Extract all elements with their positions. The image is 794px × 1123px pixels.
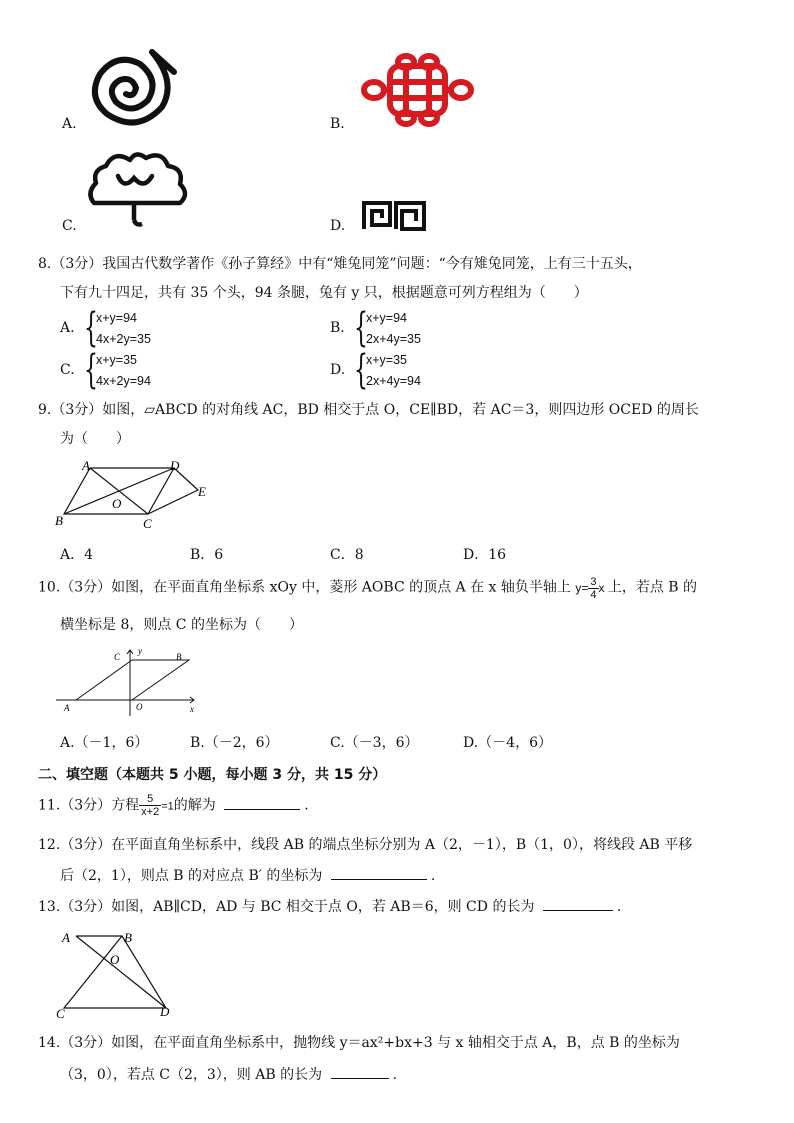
- q9-stem-line1: 9.（3分）如图，▱ABCD 的对角线 AC，BD 相交于点 O，CE∥BD，若 AC＝3，则四边形 OCED 的周长: [38, 402, 699, 418]
- q12-answer-blank[interactable]: [331, 865, 427, 880]
- brace-icon: {: [84, 347, 98, 393]
- q9-option-c[interactable]: C．8: [330, 547, 364, 563]
- q13-answer-blank[interactable]: [543, 896, 613, 911]
- q7-option-b-label[interactable]: B.: [330, 116, 345, 132]
- q8-option-c[interactable]: [60, 347, 300, 394]
- rhombus-coordinate-figure: [56, 644, 201, 719]
- point-label-o: O: [110, 952, 120, 967]
- point-label-b: B: [124, 930, 132, 945]
- q9-stem-line2: 为（ ）: [60, 431, 130, 447]
- q10-stem-pre: 10.（3分）如图，在平面直角坐标系 xOy 中，菱形 AOBC 的顶点 A 在 x 轴负半轴上: [38, 579, 571, 596]
- axis-label-x: x: [190, 704, 194, 714]
- q8-option-b-eq2: 2x+4y=35: [366, 332, 421, 346]
- q10-option-a[interactable]: A.（－1，6）: [60, 735, 149, 751]
- q14-answer-blank[interactable]: [331, 1064, 389, 1079]
- point-label-d: D: [160, 1004, 170, 1019]
- q8-option-c-eq2: 4x+2y=94: [96, 374, 151, 388]
- q8-stem-line2: 下有九十四足，共有 35 个头，94 条腿，兔有 y 只，根据题意可列方程组为（ ）: [60, 285, 588, 301]
- q8-option-d-eq1: x+y=35: [366, 353, 408, 367]
- axis-label-y: y: [138, 646, 142, 656]
- chinese-knot-figure: [360, 52, 475, 127]
- brace-icon: {: [84, 305, 98, 351]
- q9-option-d[interactable]: D．16: [463, 547, 507, 563]
- point-label-b: B: [55, 513, 63, 528]
- q10-option-d[interactable]: D.（－4，6）: [463, 735, 552, 751]
- point-label-o: O: [136, 702, 143, 712]
- q8-option-c-label: C.: [60, 362, 75, 378]
- q10-stem-line1: [38, 576, 697, 601]
- section-heading-fill-in: 二、填空题（本题共 5 小题，每小题 3 分，共 15 分）: [38, 767, 387, 783]
- auspicious-cloud-figure: [84, 148, 194, 228]
- q12-stem-line1: 12.（3分）在平面直角坐标系中，线段 AB 的端点坐标分别为 A（2，－1），B（1，0），将线段 AB 平移: [38, 837, 693, 853]
- hourglass-triangles-figure: [54, 928, 178, 1020]
- point-label-c: C: [143, 516, 152, 531]
- spiral-cloud-figure: [82, 42, 182, 132]
- q11-answer-blank[interactable]: [224, 795, 300, 810]
- q10-option-b[interactable]: B.（－2，6）: [190, 735, 279, 751]
- q8-option-b[interactable]: [330, 305, 570, 352]
- point-label-a: A: [82, 458, 90, 473]
- point-label-o: O: [112, 496, 122, 511]
- point-label-c: C: [114, 652, 121, 662]
- q8-option-a-eq1: x+y=94: [96, 311, 138, 325]
- point-label-e: E: [198, 484, 206, 499]
- q7-option-a-label[interactable]: A.: [62, 116, 77, 132]
- q7-option-d-label[interactable]: D.: [330, 218, 346, 234]
- q10-stem-line2: 横坐标是 8，则点 C 的坐标为（ ）: [60, 617, 303, 633]
- q8-option-a-eq2: 4x+2y=35: [96, 332, 151, 346]
- q8-stem-line1: 8.（3分）我国古代数学著作《孙子算经》中有“雉兔同笼”问题：“今有雉兔同笼，上有三十五头，: [38, 256, 642, 272]
- q8-option-a-label: A.: [60, 320, 75, 336]
- q10-option-c[interactable]: C.（－3，6）: [330, 735, 419, 751]
- q10-function: y= $\frac{3}{4}$ x: [575, 576, 605, 601]
- q9-option-a[interactable]: A．4: [60, 547, 94, 563]
- q14-stem-line2: （3，0），若点 C（2，3），则 AB 的长为 .: [60, 1064, 397, 1085]
- parallelogram-figure: [52, 458, 222, 534]
- q8-option-a[interactable]: [60, 305, 300, 352]
- q9-option-b[interactable]: B．6: [190, 547, 224, 563]
- brace-icon: {: [354, 347, 368, 393]
- q8-option-d[interactable]: [330, 347, 570, 394]
- q11-stem: 11.（3分）方程 $\frac{5}{x+2}$ =1的解为 .: [38, 793, 309, 818]
- q12-stem-line2: 后（2，1），则点 B 的对应点 B′ 的坐标为 .: [60, 865, 435, 886]
- q14-stem-line1: 14.（3分）如图，在平面直角坐标系中，抛物线 y＝ax²+bx+3 与 x 轴相交于点 A，B，点 B 的坐标为: [38, 1035, 680, 1051]
- q8-option-c-eq1: x+y=35: [96, 353, 138, 367]
- q11-fraction: $\frac{5}{x+2}$: [141, 793, 160, 818]
- brace-icon: {: [354, 305, 368, 351]
- q10-stem-post: 上，若点 B 的: [607, 579, 698, 596]
- point-label-c: C: [56, 1006, 65, 1020]
- meander-pattern-figure: [362, 201, 426, 231]
- q8-option-d-eq2: 2x+4y=94: [366, 374, 421, 388]
- q7-option-c-label[interactable]: C.: [62, 218, 77, 234]
- q8-option-b-eq1: x+y=94: [366, 311, 408, 325]
- point-label-a: A: [62, 930, 70, 945]
- point-label-b: B: [176, 652, 182, 662]
- point-label-d: D: [170, 458, 180, 473]
- q8-option-b-label: B.: [330, 320, 345, 336]
- q8-option-d-label: D.: [330, 362, 346, 378]
- point-label-a: A: [64, 703, 70, 713]
- q13-stem: 13.（3分）如图，AB∥CD，AD 与 BC 相交于点 O，若 AB＝6，则 CD 的长为 .: [38, 896, 621, 917]
